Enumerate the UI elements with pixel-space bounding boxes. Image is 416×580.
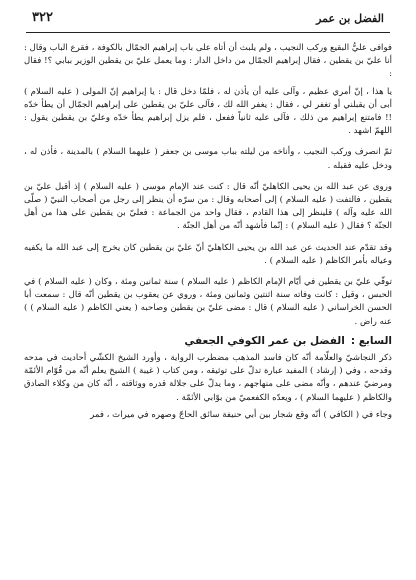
section-heading (24, 335, 392, 348)
paragraph: فوافى عليُّ البقيع وركب النجيب ، ولم يلبث أن أتاه على باب إبراهيم الجمّال بالكوفة ، فقرع الباب وقال : أنا عليّ بن يقطين ، فقال إبراهيم الجمّال من داخل الدار : وما يعمل عليّ بن يقطين الوزير ببابي ؟! فقال : (24, 43, 392, 80)
section-title: الفضل بن عمر الكوفي الجعفي (184, 334, 345, 347)
running-title: الفضل بن عمر (316, 12, 384, 25)
page-header (26, 10, 390, 33)
paragraph: وروى عن عبد الله بن يحيى الكاهليّ أنّه قال : كنت عند الإمام موسى ( عليه السلام ) إذ أقبل عليّ بن يقطين ، فالتفت ( عليه السلام ) إلى أصحابه وقال : من سرّه أن ينظر إلى رجل من أصحاب النبيّ ( صلّى الله عليه وآله ) فلينظر إلى هذا القادم ، فقال واحد من الجماعة : فعليّ بن يقطين على هذا من أهل الجنّة ؟ فقال ( عليه السلام ) : إنّما فأشهد أنّه من أهل الجنّة . (24, 181, 392, 232)
paragraph: يا هذا ، إنّ أمري عظيم ، وآلى عليه أن يأذن له ، فلمّا دخل قال : يا إبراهيم إنّ المولى ( عليه السلام ) أبى أن يقبلني أو تغفر لي ، فقال : يغفر الله لك ، فآلى عليّ بن يقطين على إبراهيم الجمّال أن يطأ خدّه !! فامتنع إبراهيم من ذلك ، فآلى عليه ثانياً ففعل ، فلم يزل إبراهيم يطأ خدّه وعليّ بن يقطين يقول : اللهمّ اشهد . (24, 86, 392, 137)
paragraph: وقد تقدّم عند الحديث عن عبد الله بن يحيى الكاهليّ أنّ عليّ بن يقطين كان يخرج إلى عبد الله ما يكفيه وعياله بأمر الكاظم ( عليه السلام ) . (24, 242, 392, 266)
section-number: السابع : (350, 334, 392, 347)
paragraph: ذكر النجاشيّ والعلّامة أنّه كان فاسد المذهب مضطرب الرواية ، وأورد الشيخ الكشّي أحاديث في مدحه وقدحه ، وفي ( إرشاد ) المفيد عبارة تدلّ على توثيقه ، ومن كتاب ( غيبة ) الشيخ يعلم أنّه من قُوّام الأئمّة ومرضيّ عندهم ، وأنّه مضى على منهاجهم ، وما يدلّ على جلالة قدره ووثاقته ، أنّه كان من وكلاء الصادق والكاظم ( عليهما السلام ) ، ويعدّه الكفعميّ من بوّابي الأئمّة . (24, 353, 392, 403)
paragraph: ثمّ انصرف وركب النجيب ، وأناخه من ليلته بباب موسى بن جعفر ( عليهما السلام ) بالمدينة ، فأذن له ، ودخل عليه فقبله . (24, 147, 392, 171)
page-body (24, 42, 392, 426)
page-number: ٣٢٢ (32, 10, 53, 25)
paragraph: وجاء في ( الكافي ) أنّه وقع شجار بين أبي حنيفة سائق الحاجّ وصهره في ميراث ، فمر (90, 409, 392, 420)
paragraph: توفّي عليّ بن يقطين في أيّام الإمام الكاظم ( عليه السلام ) سنة ثمانين ومئة ، وكان ( عليه السلام ) في الحبس ، وقيل : كانت وفاته سنة اثنتين وثمانين ومئة ، وروي عن يعقوب بن يقطين أنّه قال : سمعت أبا الحسن الخراساني ( عليه السلام ) قال : مضى عليّ بن يقطين وصاحبه ( يعني الكاظم ( عليه السلام ) ) عنه راض . (24, 277, 392, 327)
